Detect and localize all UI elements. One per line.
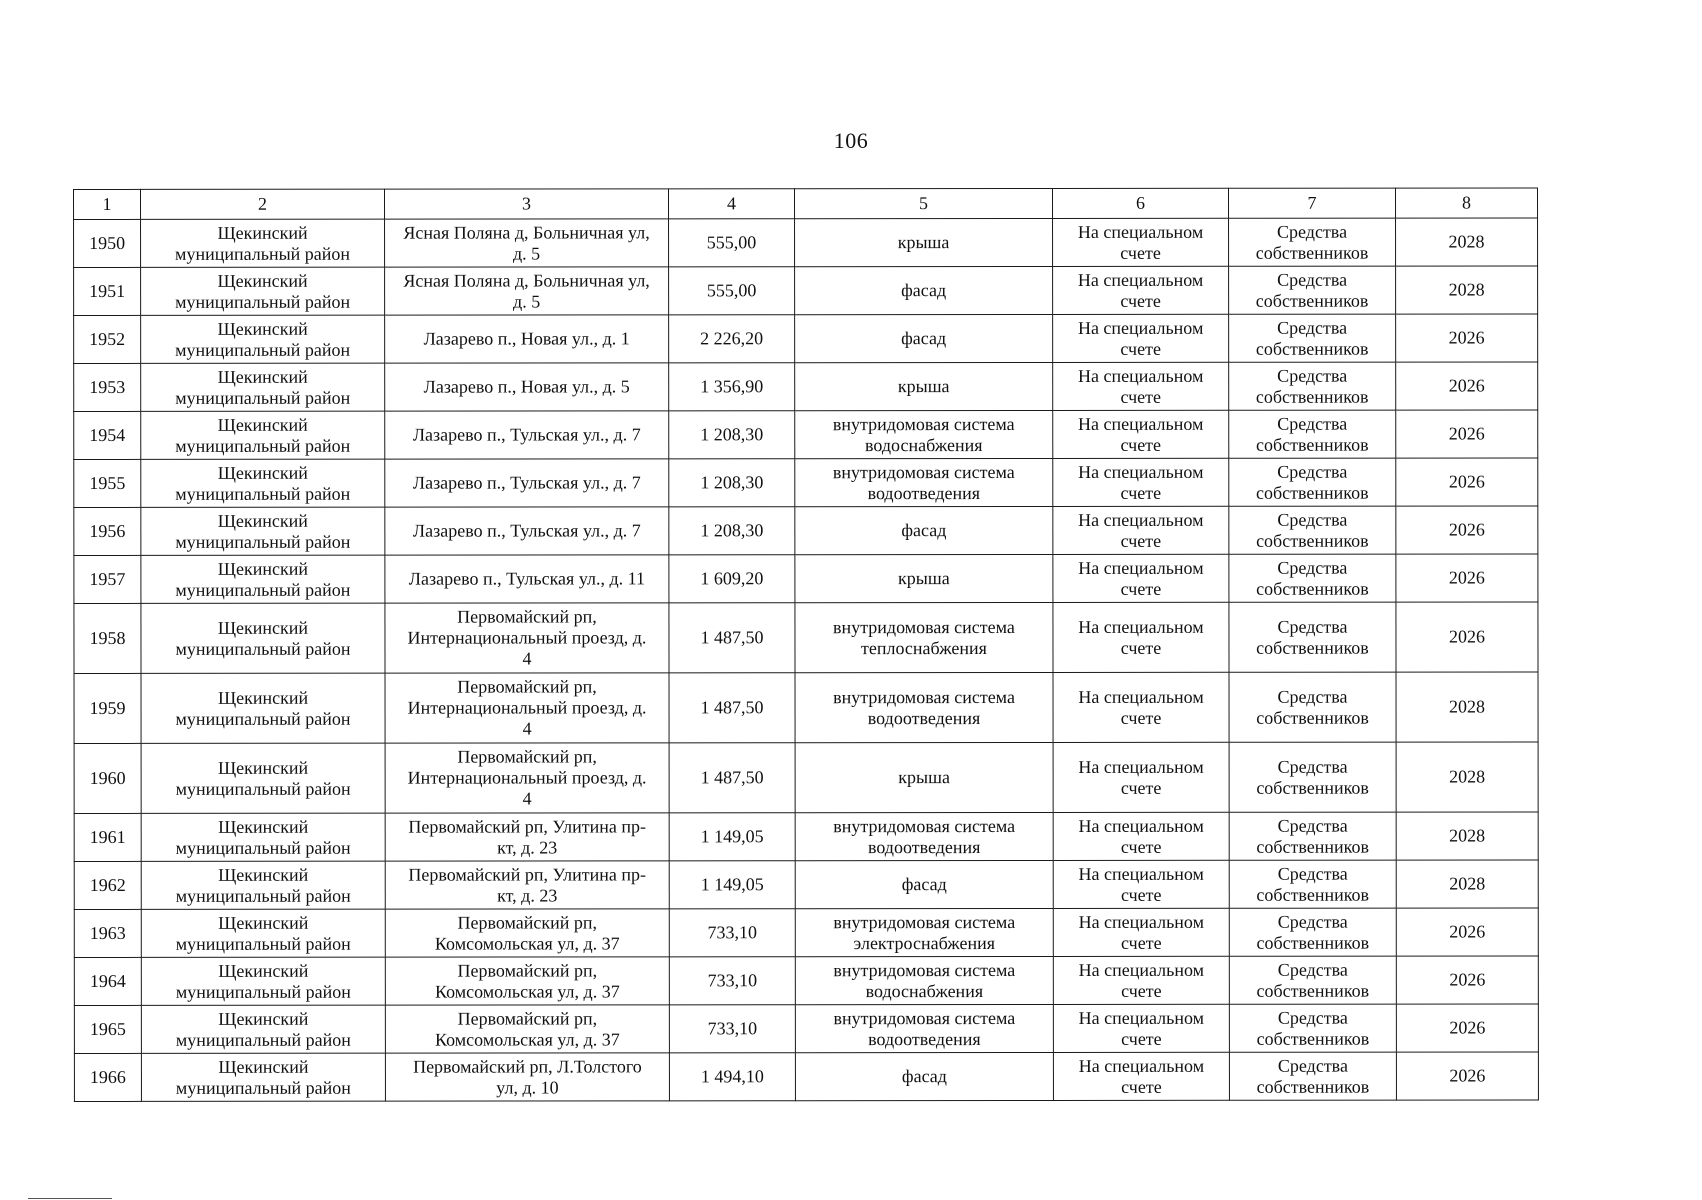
funding-source-cell: Средства собственников <box>1229 362 1396 410</box>
work-type-cell: фасад <box>795 314 1053 362</box>
district-cell: Щекинский муниципальный район <box>141 673 385 743</box>
column-header-5: 5 <box>795 188 1053 218</box>
funding-source-cell: Средства собственников <box>1229 742 1396 812</box>
row-number-cell: 1961 <box>74 813 141 861</box>
funding-source-cell: Средства собственников <box>1229 672 1396 742</box>
address-cell: Лазарево п., Новая ул., д. 1 <box>385 315 669 363</box>
year-cell: 2028 <box>1396 266 1538 314</box>
area-cell: 2 226,20 <box>669 315 795 363</box>
year-cell: 2026 <box>1396 602 1538 672</box>
address-cell: Первомайский рп, Комсомольская ул, д. 37 <box>385 1005 669 1053</box>
table-row <box>74 860 1538 910</box>
district-cell: Щекинский муниципальный район <box>141 909 385 957</box>
area-cell: 1 487,50 <box>669 603 795 673</box>
table-row <box>74 1052 1538 1102</box>
district-cell: Щекинский муниципальный район <box>141 813 385 861</box>
row-number-cell: 1957 <box>74 555 141 603</box>
row-number-cell: 1964 <box>74 957 141 1005</box>
row-number-cell: 1951 <box>74 267 141 315</box>
column-header-2: 2 <box>141 189 385 219</box>
work-type-cell: фасад <box>795 266 1053 314</box>
year-cell: 2026 <box>1396 554 1538 602</box>
district-cell: Щекинский муниципальный район <box>141 411 385 459</box>
funding-source-cell: Средства собственников <box>1229 554 1396 602</box>
year-cell: 2028 <box>1396 672 1538 742</box>
address-cell: Первомайский рп, Интернациональный проезд, д. 4 <box>385 603 669 673</box>
address-cell: Лазарево п., Тульская ул., д. 7 <box>385 459 669 507</box>
district-cell: Щекинский муниципальный район <box>141 957 385 1005</box>
address-cell: Первомайский рп, Интернациональный проезд, д. 4 <box>385 673 669 743</box>
fund-method-cell: На специальном счете <box>1053 362 1229 410</box>
year-cell: 2026 <box>1396 1004 1538 1052</box>
work-type-cell: фасад <box>795 860 1053 908</box>
table-row <box>74 602 1538 674</box>
area-cell: 1 208,30 <box>669 459 795 507</box>
registry-table <box>73 187 1539 1102</box>
fund-method-cell: На специальном счете <box>1053 1004 1229 1052</box>
area-cell: 555,00 <box>669 267 795 315</box>
fund-method-cell: На специальном счете <box>1053 956 1229 1004</box>
district-cell: Щекинский муниципальный район <box>141 219 385 267</box>
fund-method-cell: На специальном счете <box>1053 218 1229 266</box>
fund-method-cell: На специальном счете <box>1053 1052 1229 1100</box>
area-cell: 733,10 <box>669 909 795 957</box>
work-type-cell: внутридомовая система электроснабжения <box>795 908 1053 956</box>
table-row <box>74 812 1538 862</box>
row-number-cell: 1960 <box>74 743 141 813</box>
table-row <box>74 266 1538 316</box>
area-cell: 733,10 <box>669 1005 795 1053</box>
year-cell: 2028 <box>1396 860 1538 908</box>
column-header-3: 3 <box>385 189 669 219</box>
row-number-cell: 1953 <box>74 363 141 411</box>
area-cell: 1 149,05 <box>669 813 795 861</box>
row-number-cell: 1962 <box>74 861 141 909</box>
funding-source-cell: Средства собственников <box>1229 1052 1396 1100</box>
row-number-cell: 1950 <box>74 219 141 267</box>
funding-source-cell: Средства собственников <box>1229 410 1396 458</box>
fund-method-cell: На специальном счете <box>1053 812 1229 860</box>
column-number-header-row <box>74 188 1538 220</box>
address-cell: Лазарево п., Тульская ул., д. 7 <box>385 411 669 459</box>
district-cell: Щекинский муниципальный район <box>141 603 385 673</box>
fund-method-cell: На специальном счете <box>1053 742 1229 812</box>
table-row <box>74 908 1538 958</box>
column-header-1: 1 <box>74 189 141 219</box>
fund-method-cell: На специальном счете <box>1053 506 1229 554</box>
column-header-4: 4 <box>669 189 795 219</box>
row-number-cell: 1965 <box>74 1005 141 1053</box>
year-cell: 2026 <box>1396 410 1538 458</box>
row-number-cell: 1954 <box>74 411 141 459</box>
fund-method-cell: На специальном счете <box>1053 266 1229 314</box>
funding-source-cell: Средства собственников <box>1229 812 1396 860</box>
address-cell: Первомайский рп, Улитина пр- кт, д. 23 <box>385 813 669 861</box>
table-row <box>74 1004 1538 1054</box>
work-type-cell: крыша <box>795 742 1053 812</box>
address-cell: Лазарево п., Новая ул., д. 5 <box>385 363 669 411</box>
fund-method-cell: На специальном счете <box>1053 458 1229 506</box>
year-cell: 2026 <box>1396 1052 1538 1100</box>
table-row <box>74 218 1538 268</box>
table-row <box>74 956 1538 1006</box>
district-cell: Щекинский муниципальный район <box>141 459 385 507</box>
district-cell: Щекинский муниципальный район <box>141 1005 385 1053</box>
work-type-cell: внутридомовая система теплоснабжения <box>795 602 1053 672</box>
year-cell: 2028 <box>1396 812 1538 860</box>
work-type-cell: крыша <box>795 218 1053 266</box>
year-cell: 2026 <box>1396 362 1538 410</box>
row-number-cell: 1956 <box>74 507 141 555</box>
row-number-cell: 1952 <box>74 315 141 363</box>
funding-source-cell: Средства собственников <box>1229 458 1396 506</box>
work-type-cell: внутридомовая система водоотведения <box>795 812 1053 860</box>
district-cell: Щекинский муниципальный район <box>141 315 385 363</box>
area-cell: 1 609,20 <box>669 555 795 603</box>
table-row <box>74 672 1538 744</box>
row-number-cell: 1955 <box>74 459 141 507</box>
fund-method-cell: На специальном счете <box>1053 908 1229 956</box>
fund-method-cell: На специальном счете <box>1053 314 1229 362</box>
column-header-6: 6 <box>1053 188 1229 218</box>
area-cell: 1 487,50 <box>669 743 795 813</box>
funding-source-cell: Средства собственников <box>1229 218 1396 266</box>
year-cell: 2026 <box>1396 314 1538 362</box>
address-cell: Ясная Поляна д, Больничная ул, д. 5 <box>385 267 669 315</box>
work-type-cell: внутридомовая система водоотведения <box>795 672 1053 742</box>
area-cell: 733,10 <box>669 957 795 1005</box>
fund-method-cell: На специальном счете <box>1053 602 1229 672</box>
area-cell: 1 149,05 <box>669 861 795 909</box>
work-type-cell: фасад <box>795 1052 1053 1100</box>
work-type-cell: крыша <box>795 362 1053 410</box>
year-cell: 2026 <box>1396 908 1538 956</box>
district-cell: Щекинский муниципальный район <box>141 267 385 315</box>
table-row <box>74 458 1538 508</box>
funding-source-cell: Средства собственников <box>1229 860 1396 908</box>
address-cell: Первомайский рп, Улитина пр- кт, д. 23 <box>385 861 669 909</box>
area-cell: 1 208,30 <box>669 507 795 555</box>
area-cell: 1 487,50 <box>669 673 795 743</box>
row-number-cell: 1958 <box>74 603 141 673</box>
table-row <box>74 506 1538 556</box>
footnote-separator-line <box>28 1198 112 1199</box>
page-number: 106 <box>833 128 869 153</box>
work-type-cell: крыша <box>795 554 1053 602</box>
column-header-7: 7 <box>1228 188 1395 218</box>
funding-source-cell: Средства собственников <box>1229 314 1396 362</box>
year-cell: 2026 <box>1396 956 1538 1004</box>
address-cell: Первомайский рп, Комсомольская ул, д. 37 <box>385 957 669 1005</box>
year-cell: 2028 <box>1396 218 1538 266</box>
row-number-cell: 1959 <box>74 673 141 743</box>
funding-source-cell: Средства собственников <box>1229 1004 1396 1052</box>
work-type-cell: внутридомовая система водоснабжения <box>795 956 1053 1004</box>
fund-method-cell: На специальном счете <box>1053 860 1229 908</box>
address-cell: Лазарево п., Тульская ул., д. 11 <box>385 555 669 603</box>
area-cell: 555,00 <box>669 219 795 267</box>
work-type-cell: внутридомовая система водоснабжения <box>795 410 1053 458</box>
table-row <box>74 742 1538 814</box>
table-row <box>74 410 1538 460</box>
area-cell: 1 356,90 <box>669 363 795 411</box>
fund-method-cell: На специальном счете <box>1053 410 1229 458</box>
table-row <box>74 314 1538 364</box>
district-cell: Щекинский муниципальный район <box>141 743 385 813</box>
table-row <box>74 554 1538 604</box>
address-cell: Лазарево п., Тульская ул., д. 7 <box>385 507 669 555</box>
work-type-cell: внутридомовая система водоотведения <box>795 1004 1053 1052</box>
row-number-cell: 1963 <box>74 909 141 957</box>
address-cell: Первомайский рп, Комсомольская ул, д. 37 <box>385 909 669 957</box>
district-cell: Щекинский муниципальный район <box>141 507 385 555</box>
year-cell: 2026 <box>1396 506 1538 554</box>
area-cell: 1 494,10 <box>669 1053 795 1101</box>
work-type-cell: внутридомовая система водоотведения <box>795 458 1053 506</box>
row-number-cell: 1966 <box>74 1053 141 1101</box>
column-header-8: 8 <box>1395 188 1537 218</box>
area-cell: 1 208,30 <box>669 411 795 459</box>
funding-source-cell: Средства собственников <box>1229 602 1396 672</box>
funding-source-cell: Средства собственников <box>1229 506 1396 554</box>
district-cell: Щекинский муниципальный район <box>141 861 385 909</box>
fund-method-cell: На специальном счете <box>1053 672 1229 742</box>
table-row <box>74 362 1538 412</box>
district-cell: Щекинский муниципальный район <box>141 555 385 603</box>
funding-source-cell: Средства собственников <box>1229 908 1396 956</box>
funding-source-cell: Средства собственников <box>1229 266 1396 314</box>
year-cell: 2028 <box>1396 742 1538 812</box>
address-cell: Первомайский рп, Интернациональный проезд, д. 4 <box>385 743 669 813</box>
fund-method-cell: На специальном счете <box>1053 554 1229 602</box>
address-cell: Ясная Поляна д, Больничная ул, д. 5 <box>385 219 669 267</box>
funding-source-cell: Средства собственников <box>1229 956 1396 1004</box>
district-cell: Щекинский муниципальный район <box>141 1053 385 1101</box>
work-type-cell: фасад <box>795 506 1053 554</box>
district-cell: Щекинский муниципальный район <box>141 363 385 411</box>
year-cell: 2026 <box>1396 458 1538 506</box>
address-cell: Первомайский рп, Л.Толстого ул, д. 10 <box>385 1053 669 1101</box>
